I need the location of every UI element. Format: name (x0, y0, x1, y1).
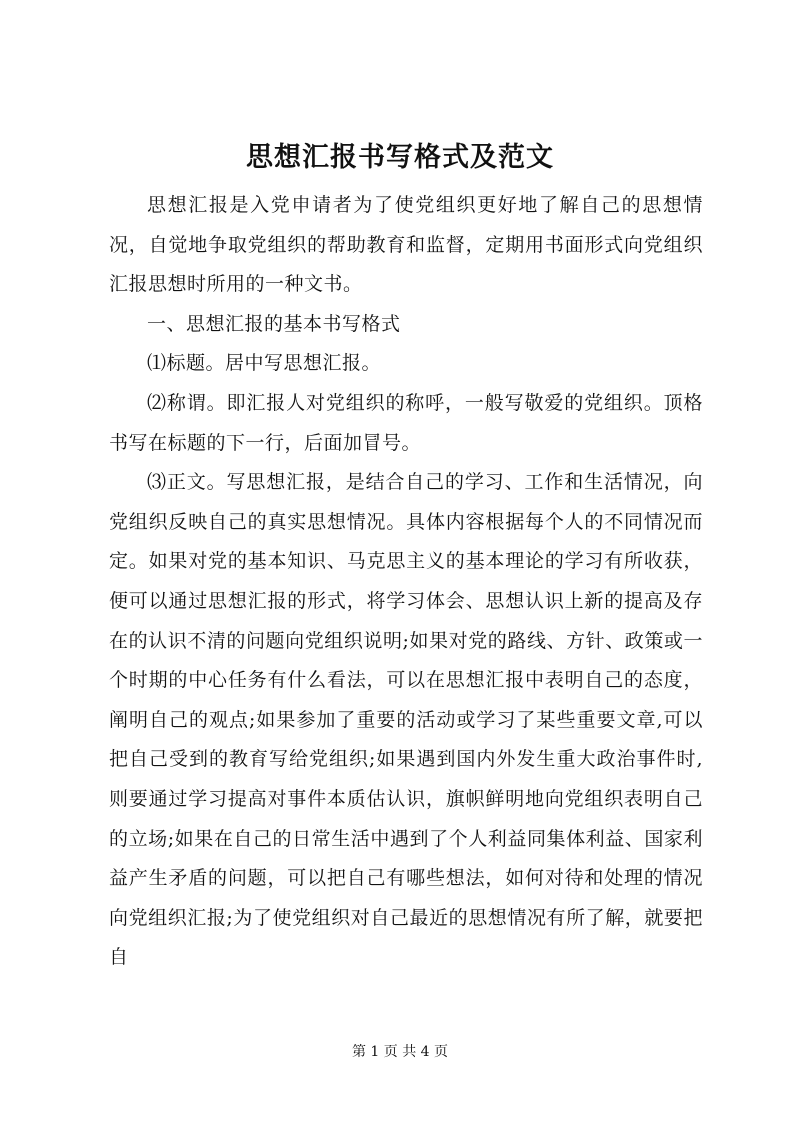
intro-paragraph: 思想汇报是入党申请者为了使党组织更好地了解自己的思想情况，自觉地争取党组织的帮助教育和监督，定期用书面形式向党组织汇报思想时所用的一种文书。 (109, 194, 703, 296)
format-item-body: ⑶正文。写思想汇报，是结合自己的学习、工作和生活情况，向党组织反映自己的真实思想情况。具体内容根据每个人的不同情况而定。如果对党的基本知识、马克思主义的基本理论的学习有所收获，便可以通过思想汇报的形式，将学习体会、思想认识上新的提高及存在的认识不清的问题向党组织说明;如果对党的路线、方针、政策或一个时期的中心任务有什么看法，可以在思想汇报中表明自己的态度，阐明自己的观点;如果参加了重要的活动或学习了某些重要文章,可以把自己受到的教育写给党组织;如果遇到国内外发生重大政治事件时,则要通过学习提高对事件本质估认识，旗帜鲜明地向党组织表明自己的立场;如果在自己的日常生活中遇到了个人利益同集体利益、国家利益产生矛盾的问题，可以把自己有哪些想法，如何对待和处理的情况向党组织汇报;为了使党组织对自己最近的思想情况有所了解，就要把自 (109, 471, 703, 969)
section-heading: 一、思想汇报的基本书写格式 (147, 312, 401, 335)
page-title: 思想汇报书写格式及范文 (246, 142, 554, 173)
format-item-salutation: ⑵称谓。即汇报人对党组织的称呼，一般写敬爱的党组织。顶格书写在标题的下一行，后面加冒号。 (109, 391, 703, 454)
document-body (109, 186, 703, 978)
format-item-title: ⑴标题。居中写思想汇报。 (147, 352, 382, 375)
page-number: 第 1 页 共 4 页 (351, 1044, 449, 1060)
